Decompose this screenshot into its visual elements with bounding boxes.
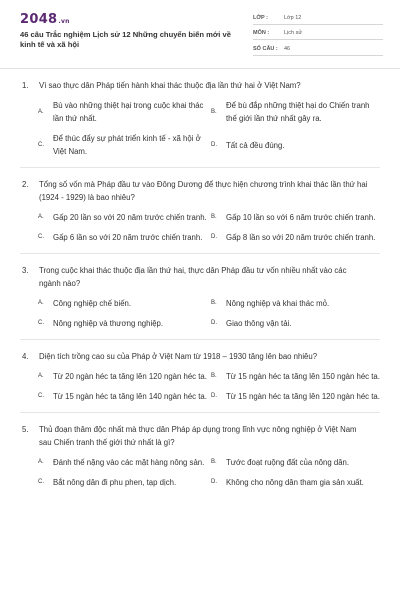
meta-subject-label: MÔN : (253, 30, 270, 37)
option-d[interactable] (211, 132, 381, 158)
option-letter: D. (211, 141, 217, 148)
option-letter: B. (211, 373, 217, 379)
option-letter: D. (211, 479, 217, 485)
option-c[interactable] (38, 132, 208, 158)
option-letter: D. (211, 234, 217, 240)
option-letter: A. (38, 373, 44, 379)
option-text: Để thúc đẩy sự phát triển kinh tế - xã hội ở Việt Nam. (53, 134, 201, 156)
question-text: Vì sao thực dân Pháp tiến hành khai thác thuộc địa lần thứ hai ở Việt Nam? (39, 81, 301, 90)
option-text: Bù vào những thiệt hại trong cuộc khai thác lần thứ nhất. (53, 101, 204, 123)
question-text: Trong cuộc khai thác thuộc địa lần thứ hai, thực dân Pháp đầu tư vốn nhiều nhất vào các ngành nào? (39, 266, 347, 288)
option-text: Tước đoạt ruộng đất của nông dân. (226, 458, 350, 467)
option-c[interactable] (38, 390, 208, 403)
question-divider (20, 339, 380, 340)
question-text: Thủ đoạn thâm độc nhất mà thực dân Pháp áp dụng trong lĩnh vực nông nghiệp ở Việt Nam sau Chiến tranh thế giới thứ nhất là gì? (39, 425, 357, 447)
question-number: 3. (22, 266, 29, 275)
option-d[interactable] (211, 231, 381, 244)
question-4 (0, 350, 400, 413)
option-letter: B. (211, 459, 217, 465)
option-letter: B. (211, 300, 217, 306)
option-letter: C. (38, 479, 44, 485)
logo-suffix: .vn (58, 18, 70, 25)
answer-options (38, 297, 380, 337)
meta-subject (253, 28, 383, 41)
option-text: Gấp 20 lần so với 20 năm trước chiến tranh. (53, 213, 207, 222)
option-letter: A. (38, 300, 44, 306)
quiz-title: 46 câu Trắc nghiệm Lịch sử 12 Những chuyển biến mới về kinh tế và xã hội (20, 30, 231, 49)
option-text: Từ 15 ngàn héc ta tăng lên 140 ngàn héc ta. (53, 392, 207, 401)
question-text: Diện tích trồng cao su của Pháp ở Việt Nam từ 1918 – 1930 tăng lên bao nhiêu? (39, 352, 318, 361)
meta-count-value: 46 (284, 45, 291, 52)
question-5 (0, 423, 400, 496)
question-divider (20, 167, 380, 168)
meta-subject-value: Lịch sử (284, 30, 303, 37)
option-letter: C. (38, 320, 44, 326)
option-text: Từ 20 ngàn héc ta tăng lên 120 ngàn héc ta. (53, 372, 207, 381)
option-letter: B. (211, 108, 217, 115)
option-b[interactable] (211, 211, 381, 224)
option-letter: C. (38, 141, 44, 148)
question-number: 4. (22, 352, 29, 361)
option-c[interactable] (38, 231, 208, 244)
option-text: Tất cả đều đúng. (226, 140, 285, 150)
option-d[interactable] (211, 476, 381, 489)
option-b[interactable] (211, 456, 381, 469)
question-1 (0, 79, 400, 168)
meta-count (253, 43, 383, 56)
option-b[interactable] (211, 370, 381, 383)
option-a[interactable] (38, 211, 208, 224)
option-d[interactable] (211, 390, 381, 403)
option-c[interactable] (38, 317, 208, 330)
question-divider (20, 412, 380, 413)
option-a[interactable] (38, 297, 208, 310)
question-divider (20, 253, 380, 254)
option-letter: A. (38, 459, 44, 465)
option-letter: A. (38, 108, 44, 115)
option-b[interactable] (211, 99, 381, 125)
answer-options (38, 99, 380, 165)
option-text: Gấp 8 lần so với 20 năm trước chiến tranh. (226, 233, 376, 242)
option-text: Không cho nông dân tham gia sản xuất. (226, 478, 364, 487)
question-2 (0, 178, 400, 254)
question-3 (0, 264, 400, 340)
question-number: 1. (22, 81, 29, 90)
answer-options (38, 211, 380, 251)
option-text: Gấp 6 lần so với 20 năm trước chiến tranh. (53, 233, 203, 242)
option-text: Đánh thế nặng vào các mặt hàng nông sản. (53, 458, 205, 467)
answer-options (38, 456, 380, 496)
option-letter: C. (38, 393, 44, 399)
option-letter: B. (211, 214, 217, 220)
page-header (0, 0, 400, 68)
meta-class-value: Lớp 12 (284, 14, 302, 21)
meta-count-label: SỐ CÂU : (253, 45, 278, 52)
logo-main: 2048 (20, 12, 58, 27)
site-logo[interactable] (20, 12, 70, 27)
meta-class (253, 12, 383, 25)
option-text: Gấp 10 lần so với 6 năm trước chiến tranh. (226, 213, 376, 222)
answer-options (38, 370, 380, 410)
option-a[interactable] (38, 99, 208, 125)
option-text: Bắt nông dân đi phu phen, tạp dịch. (53, 478, 177, 487)
option-letter: C. (38, 234, 44, 240)
option-letter: D. (211, 393, 217, 399)
question-number: 2. (22, 180, 29, 189)
option-d[interactable] (211, 317, 381, 330)
meta-class-label: LỚP : (253, 14, 268, 21)
option-text: Giao thông vận tải. (226, 319, 292, 328)
option-a[interactable] (38, 456, 208, 469)
option-b[interactable] (211, 297, 381, 310)
option-text: Từ 15 ngàn héc ta tăng lên 120 ngàn héc ta. (226, 392, 380, 401)
option-text: Nông nghiệp và thương nghiệp. (53, 319, 164, 328)
question-text: Tổng số vốn mà Pháp đầu tư vào Đông Dương để thực hiện chương trình khai thác lần thứ hai (1924 - 1929) là bao nhiêu? (39, 180, 368, 202)
question-list (0, 79, 400, 496)
header-divider (0, 68, 400, 69)
option-letter: D. (211, 320, 217, 326)
option-text: Nông nghiệp và khai thác mỏ. (226, 299, 330, 308)
question-number: 5. (22, 425, 29, 434)
option-a[interactable] (38, 370, 208, 383)
quiz-meta (253, 12, 383, 59)
option-letter: A. (38, 214, 44, 220)
option-text: Từ 15 ngàn héc ta tăng lên 150 ngàn héc ta. (226, 372, 380, 381)
option-text: Để bù đắp những thiệt hại do Chiến tranh thế giới lần thứ nhất gây ra. (226, 101, 370, 123)
option-text: Công nghiệp chế biến. (53, 299, 132, 308)
option-c[interactable] (38, 476, 208, 489)
